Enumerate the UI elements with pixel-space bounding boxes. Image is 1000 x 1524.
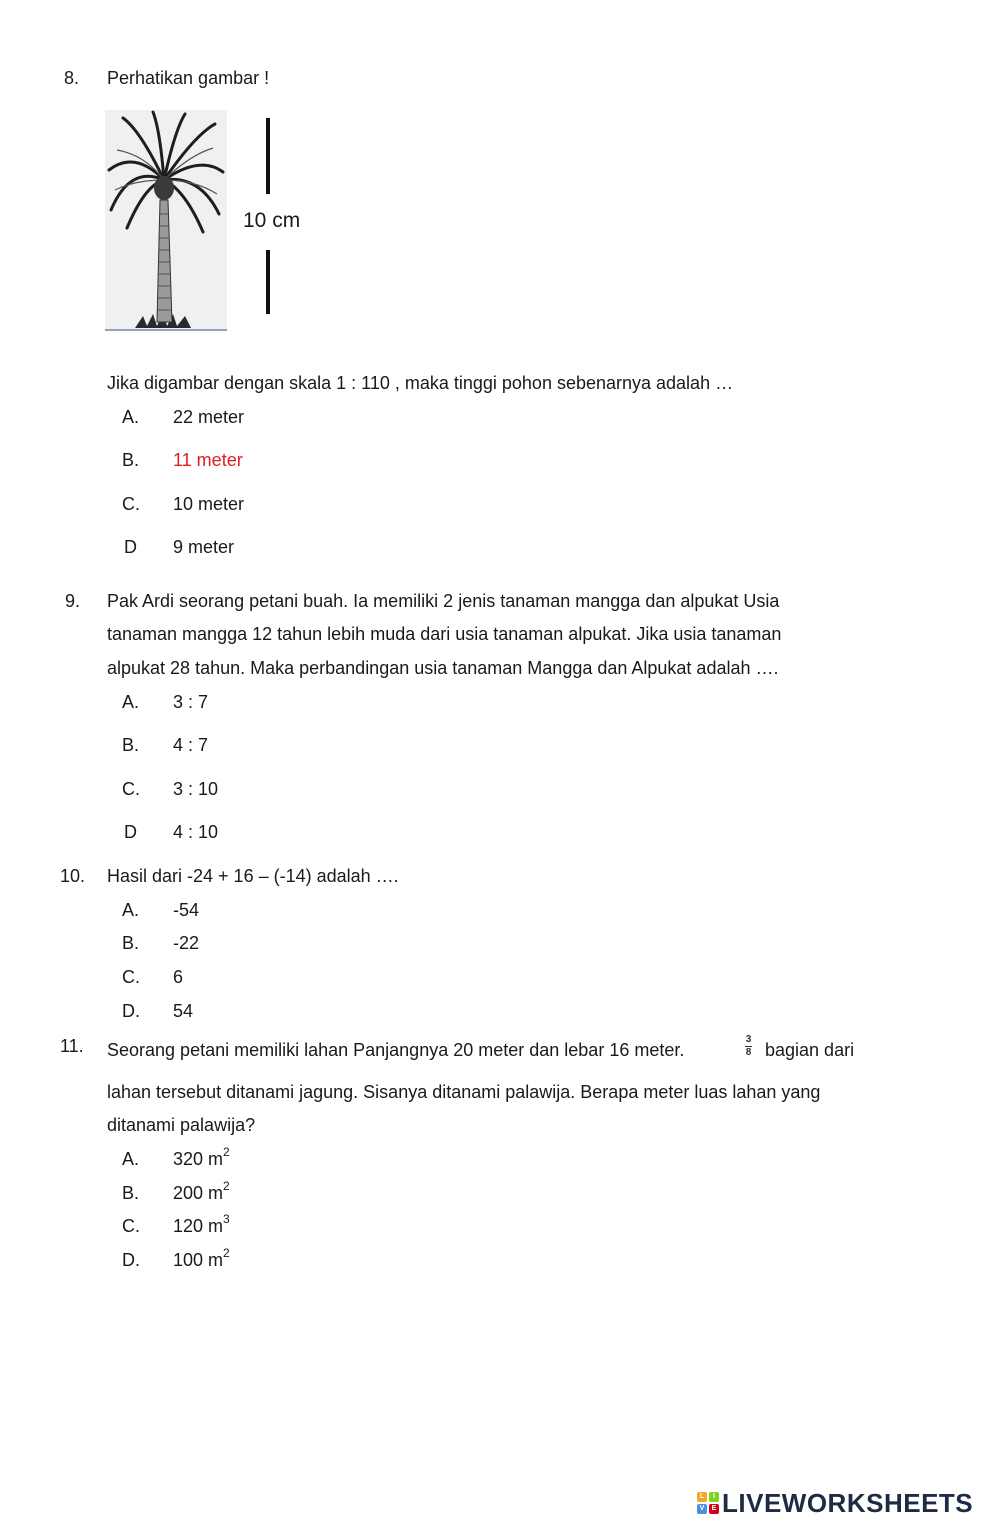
- q8-option-b-letter: B.: [122, 450, 140, 470]
- q9-option-d-text[interactable]: 4 : 10: [173, 822, 219, 842]
- q10-option-a-text[interactable]: -54: [173, 900, 200, 920]
- q10-option-b-text[interactable]: -22: [173, 933, 200, 953]
- q8-number: 8.: [64, 68, 80, 88]
- q11-fraction: [745, 1035, 752, 1058]
- palm-tree-image: [105, 110, 227, 332]
- q8-option-a-letter: A.: [122, 407, 140, 427]
- q11-line-3: ditanami palawija?: [107, 1115, 256, 1135]
- q10-option-d-letter: D.: [122, 1001, 140, 1021]
- measure-label: 10 cm: [243, 209, 301, 232]
- q9-option-c-text[interactable]: 3 : 10: [173, 779, 219, 799]
- q10-option-c-letter: C.: [122, 967, 140, 987]
- q11-option-c-text[interactable]: 120 $m^3$: [173, 1212, 230, 1236]
- q11-option-a-text[interactable]: 320 $m^2$: [173, 1145, 230, 1169]
- q11-fraction-numerator: 3: [745, 1034, 752, 1045]
- q9-line-1: Pak Ardi seorang petani buah. Ia memiliki 2 jenis tanaman mangga dan alpukat Usia: [107, 591, 780, 611]
- q9-line-2: tanaman mangga 12 tahun lebih muda dari usia tanaman alpukat. Jika usia tanaman: [107, 624, 782, 644]
- q11-line-2: lahan tersebut ditanami jagung. Sisanya ditanami palawija. Berapa meter luas lahan yang: [107, 1082, 821, 1102]
- liveworksheets-logo-text: LIVEWORKSHEETS: [722, 1488, 974, 1518]
- q11-line-1-end: bagian dari: [765, 1040, 855, 1060]
- q11-option-d-text[interactable]: 100 $m^2$: [173, 1246, 230, 1270]
- q11-line-1: Seorang petani memiliki lahan Panjangnya 20 meter dan lebar 16 meter.: [107, 1040, 685, 1060]
- q9-option-b-letter: B.: [122, 735, 140, 755]
- q9-option-a-text[interactable]: 3 : 7: [173, 692, 209, 712]
- q11-option-b-letter: B.: [122, 1183, 140, 1203]
- q9-option-d-letter: D: [124, 822, 137, 842]
- q11-fraction-denominator: 8: [745, 1047, 752, 1058]
- q8-option-a-text[interactable]: 22 meter: [173, 407, 245, 427]
- measure-bar-top: [266, 118, 270, 194]
- q10-option-d-text[interactable]: 54: [173, 1001, 194, 1021]
- q9-number: 9.: [65, 591, 81, 611]
- q11-option-d-letter: D.: [122, 1250, 140, 1270]
- q8-question: Jika digambar dengan skala 1 : 110 , maka tinggi pohon sebenarnya adalah …: [107, 373, 734, 393]
- q10-question: Hasil dari -24 + 16 – (-14) adalah ….: [107, 866, 399, 886]
- q8-option-c-text[interactable]: 10 meter: [173, 494, 245, 514]
- liveworksheets-logo: [697, 1490, 973, 1516]
- measure-bar-bottom: [266, 250, 270, 314]
- q10-number: 10.: [60, 866, 86, 886]
- q8-prompt: Perhatikan gambar !: [107, 68, 270, 88]
- q11-option-a-letter: A.: [122, 1149, 140, 1169]
- q9-option-a-letter: A.: [122, 692, 140, 712]
- q11-option-b-text[interactable]: 200 $m^2$: [173, 1179, 230, 1203]
- q10-option-a-letter: A.: [122, 900, 140, 920]
- q10-option-b-letter: B.: [122, 933, 140, 953]
- q8-option-c-letter: C.: [122, 494, 140, 514]
- q8-option-b-text[interactable]: 11 meter: [173, 450, 243, 470]
- q8-option-d-text[interactable]: 9 meter: [173, 537, 235, 557]
- q10-option-c-text[interactable]: 6: [173, 967, 184, 987]
- q9-option-b-text[interactable]: 4 : 7: [173, 735, 209, 755]
- q8-option-d-letter: D: [124, 537, 137, 557]
- q11-number: 11.: [60, 1036, 84, 1056]
- q9-line-3: alpukat 28 tahun. Maka perbandingan usia tanaman Mangga dan Alpukat adalah ….: [107, 658, 779, 678]
- q9-option-c-letter: C.: [122, 779, 140, 799]
- liveworksheets-logo-icon: L I V E: [697, 1492, 719, 1514]
- q11-option-c-letter: C.: [122, 1216, 140, 1236]
